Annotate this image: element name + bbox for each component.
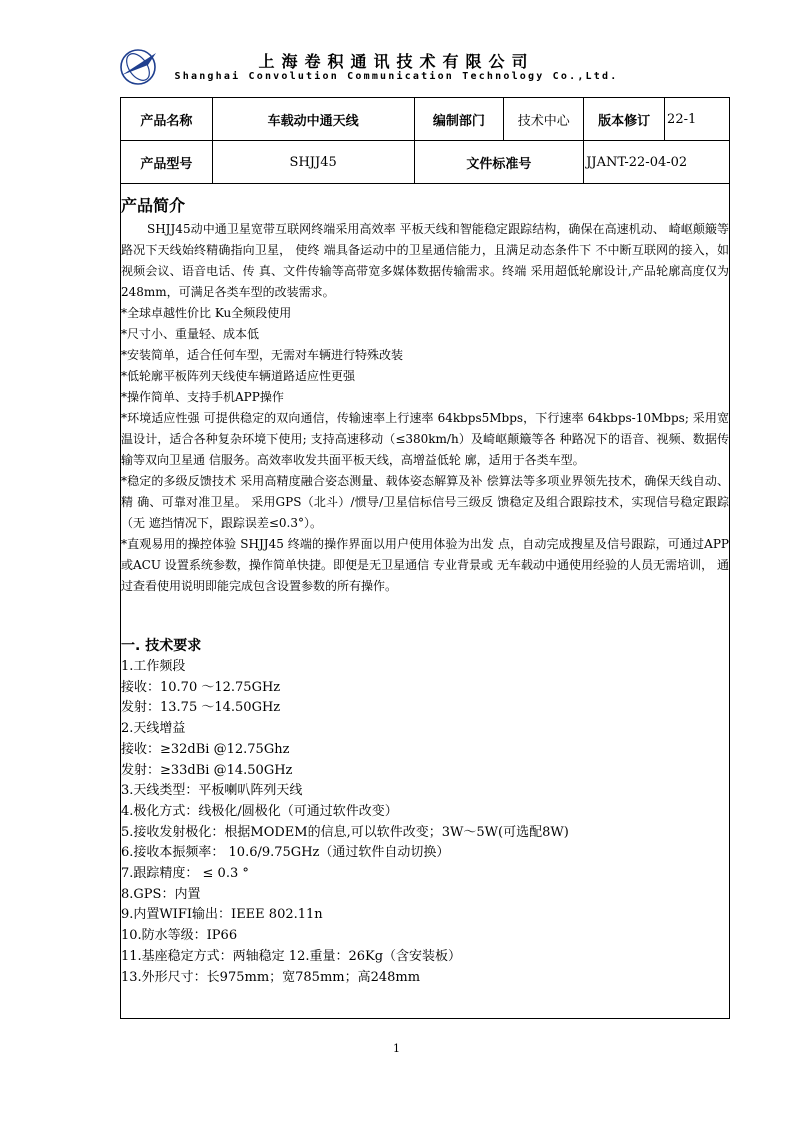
dept-value: 技术中心: [504, 98, 584, 141]
company-name-cn: 上海卷积通讯技术有限公司: [258, 52, 535, 71]
page-number: 1: [393, 1042, 400, 1055]
requirement-item: 10.防水等级：IP66: [121, 928, 238, 944]
product-name-label: 产品名称: [121, 98, 213, 141]
requirement-item: 11.基座稳定方式：两轴稳定 12.重量：26Kg（含安装板）: [121, 948, 462, 964]
requirement-item: 2.天线增益: [121, 721, 186, 737]
requirement-item: 接收：10.70 ～12.75GHz: [121, 679, 281, 695]
revision-label: 版本修订: [584, 98, 665, 141]
revision-value: 22-1: [665, 98, 730, 141]
feature-item: *全球卓越性价比 Ku全频段使用: [121, 306, 292, 320]
document-body: [121, 193, 729, 988]
company-name-en: Shanghai Convolution Communication Technology Co.,Ltd.: [174, 71, 619, 82]
requirement-item: 9.内置WIFI输出：IEEE 802.11n: [121, 907, 323, 923]
requirement-item: 7.跟踪精度： ≤ 0.3 °: [121, 866, 249, 882]
intro-paragraph: SHJJ45动中通卫星宽带互联网终端采用高效率 平板天线和智能稳定跟踪结构，确保在高速机动、 崎岖颠簸等路况下天线始终精确指向卫星， 使终 端具备运动中的卫星通信能力，且满足动态条件下 不中断互联网的接入，如视频会议、语音电话、传 真、文件传输等高带宽多媒体数据传输需求。终端 采用超低轮廓设计,产品轮廓高度仅为248mm，可满足各类车型的改装需求。: [121, 222, 729, 299]
requirement-item: 3.天线类型：平板喇叭阵列天线: [121, 783, 303, 799]
table-row: [121, 98, 730, 141]
requirement-item: 8.GPS：内置: [121, 886, 201, 902]
requirement-item: 发射：≥33dBi @14.50GHz: [121, 762, 293, 778]
requirement-item: 5.接收发射极化：根据MODEM的信息,可以软件改变；3W～5W(可选配8W): [121, 824, 569, 840]
model-label: 产品型号: [121, 141, 213, 184]
feature-item: *直观易用的操控体验 SHJJ45 终端的操作界面以用户使用体验为出发 点，自动完成搜星及信号跟踪，可通过APP或ACU 设置系统参数，操作简单快捷。即便是无卫星通信 专业背景或 无车载动中通使用经验的人员无需培训， 通过查看使用说明即能完成包含设置参数的所有操作。: [121, 537, 729, 593]
feature-item: *操作简单、支持手机APP操作: [121, 390, 284, 404]
dept-label: 编制部门: [414, 98, 504, 141]
model-value: SHJJ45: [212, 141, 414, 184]
product-info-table: [120, 97, 730, 184]
requirement-item: 发射：13.75 ～14.50GHz: [121, 700, 281, 716]
requirement-item: 13.外形尺寸：长975mm；宽785mm；高248mm: [121, 969, 421, 985]
feature-item: *环境适应性强 可提供稳定的双向通信，传输速率上行速率 64kbps5Mbps，下行速率 64kbps-10Mbps; 采用宽温设计，适合各种复杂环境下使用; 支持高速移动（≤380km/h）及崎岖颠簸等各 种路况下的语音、视频、数据传输等双向卫星通 信服务。高效率收发共面平板天线，高增益低轮 廓，适用于各类车型。: [121, 411, 729, 467]
table-row: [121, 141, 730, 184]
intro-title: 产品简介: [121, 196, 186, 215]
requirement-item: 4.极化方式：线极化/圆极化（可通过软件改变）: [121, 803, 398, 819]
doc-no-label: 文件标准号: [414, 141, 584, 184]
requirement-item: 6.接收本振频率： 10.6/9.75GHz（通过软件自动切换）: [121, 845, 450, 861]
doc-no-value: JJANT-22-04-02: [584, 141, 730, 184]
feature-item: *尺寸小、重量轻、成本低: [121, 327, 260, 341]
requirement-item: 1.工作频段: [121, 659, 186, 674]
product-name-value: 车载动中通天线: [212, 98, 414, 141]
feature-item: *安装简单，适合任何车型，无需对车辆进行特殊改装: [121, 348, 404, 362]
feature-item: *低轮廓平板阵列天线使车辆道路适应性更强: [121, 369, 356, 383]
requirement-item: 接收：≥32dBi @12.75Ghz: [121, 741, 290, 757]
feature-item: *稳定的多级反馈技术 采用高精度融合姿态测量、载体姿态解算及补 偿算法等多项业界领先技术，确保天线自动、精 确、可靠对准卫星。 采用GPS（北斗）/惯导/卫星信标信号三级反 馈稳定及组合跟踪技术，实现信号稳定跟踪（无 遮挡情况下，跟踪误差≤0.3°）。: [121, 474, 729, 530]
requirements-title: 一. 技术要求: [121, 638, 202, 654]
